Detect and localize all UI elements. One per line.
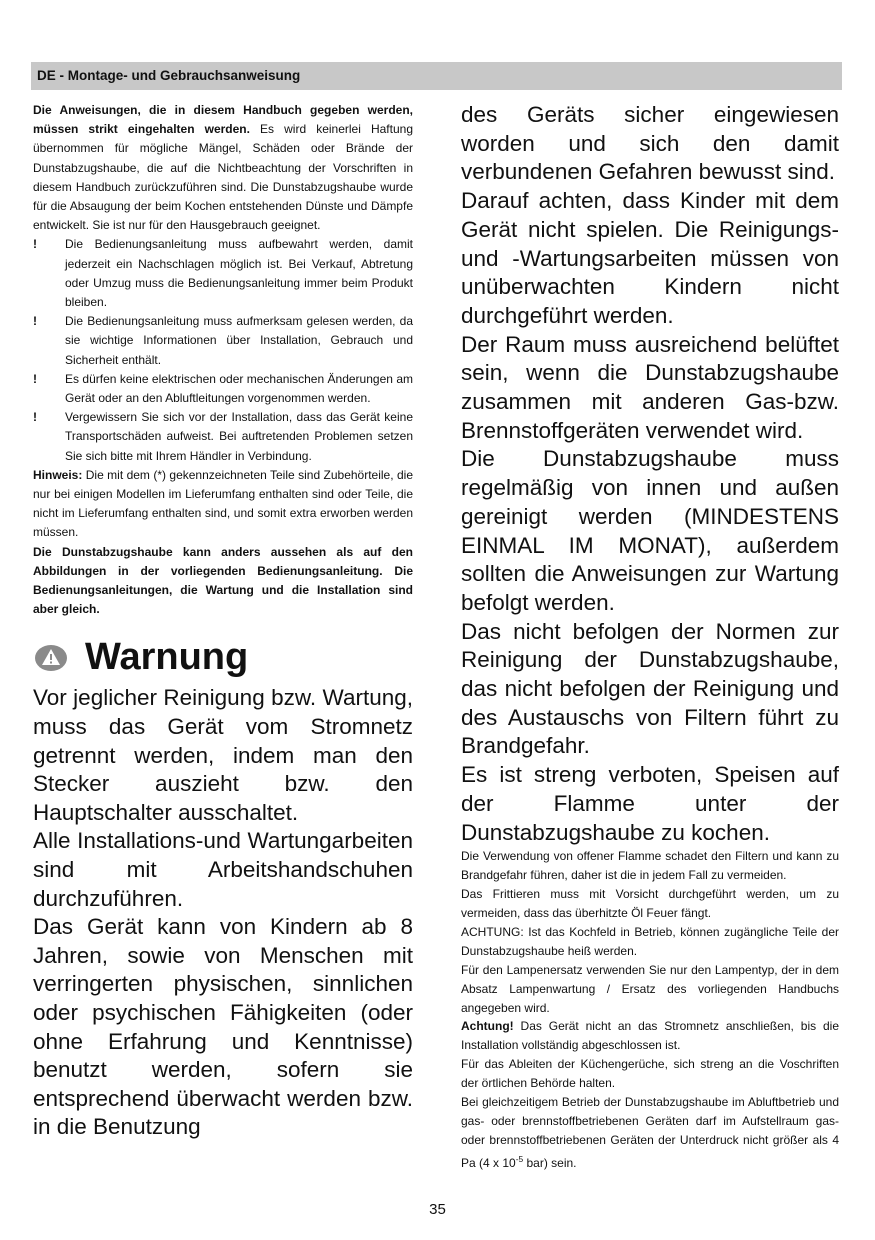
- pressure-paragraph: [461, 1093, 839, 1173]
- intro-bold-lead: Die Anweisungen, die in diesem Handbuch gegeben werden, müssen strikt eingehalten werden.: [33, 103, 413, 137]
- small-paragraph: Die Verwendung von offener Flamme schadet den Filtern und kann zu Brandgefahr führen, daher ist die in jedem Fall zu vermeiden.: [461, 849, 839, 883]
- warning-paragraph: Alle Installations-und Wartungarbeiten sind mit Arbeitshandschuhen durchzuführen.: [33, 828, 413, 911]
- list-item: [33, 370, 413, 408]
- warning-paragraph: des Geräts sicher eingewiesen worden und sich den damit verbundenen Gefahren bewusst sind.: [461, 102, 839, 185]
- warning-heading: [33, 636, 413, 684]
- warning-small-text: [461, 847, 839, 1172]
- warning-triangle-icon: [35, 644, 67, 672]
- page-number: 35: [429, 1201, 446, 1218]
- note-paragraph: [33, 466, 413, 543]
- left-column: [33, 101, 413, 1142]
- exclamation-mark: !: [33, 371, 37, 386]
- achtung-text: Das Gerät nicht an das Stromnetz anschließen, bis die Installation vollständig abgeschlossen ist.: [461, 1019, 839, 1053]
- exclamation-mark: !: [33, 410, 37, 425]
- note-bold-text: Die Dunstabzugshaube kann anders aussehen als auf den Abbildungen in der vorliegenden Bedienungsanleitung. Die Bedienungsanleitungen, die Wartung und die Installation sind aber gleich.: [33, 544, 413, 617]
- list-item: [33, 312, 413, 370]
- warning-left-text: [33, 684, 413, 1142]
- note-label: Hinweis:: [33, 467, 83, 482]
- list-item: [33, 235, 413, 312]
- small-paragraph: ACHTUNG: Ist das Kochfeld in Betrieb, können zugängliche Teile der Dunstabzugshaube heiß werden.: [461, 924, 839, 958]
- bullet-text: Vergewissern Sie sich vor der Installation, dass das Gerät keine Transportschäden aufweist. Bei auftretenden Problemen setzen Sie sich bitte mit Ihrem Händler in Verbindung.: [65, 410, 413, 463]
- intro-paragraph: [33, 101, 413, 235]
- warning-paragraph: Der Raum muss ausreichend belüftet sein, wenn die Dunstabzugshaube zusammen mit anderen Gas-bzw. Brennstoffgeräten verwendet wird.: [461, 331, 839, 443]
- right-column: [461, 101, 839, 1173]
- achtung-label: Achtung!: [461, 1019, 514, 1034]
- warning-right-text: [461, 101, 839, 847]
- pressure-tail: bar) sein.: [523, 1155, 577, 1170]
- exclamation-mark: !: [33, 314, 37, 329]
- bullet-text: Die Bedienungsanleitung muss aufbewahrt werden, damit jederzeit ein Nachschlagen möglich ist. Bei Verkauf, Abtretung oder Umzug muss die Bedienungsanleitung immer beim Produkt bleiben.: [65, 237, 413, 310]
- note-bold-statement: [33, 543, 413, 620]
- warning-paragraph: Die Dunstabzugshaube muss regelmäßig von innen und außen gereinigt werden (MINDESTENS EINMAL IM MONAT), außerdem sollten die Anweisungen zur Wartung befolgt werden.: [461, 446, 839, 615]
- bullet-text: Es dürfen keine elektrischen oder mechanischen Änderungen am Gerät oder an den Abluftleitungen vorgenommen werden.: [65, 371, 413, 406]
- pressure-exponent: -5: [515, 1153, 524, 1164]
- small-paragraph: Das Frittieren muss mit Vorsicht durchgeführt werden, um zu vermeiden, dass das überhitzte Öl Feuer fängt.: [461, 887, 839, 920]
- pressure-text: Bei gleichzeitigem Betrieb der Dunstabzugshaube im Abluftbetrieb und gas- oder brennstoffbetriebenen Geräten darf im Aufstellraum gas- oder brennstoffbetriebenen Geräten der Unterdruck nicht größer als 4 Pa (4 x 10: [461, 1095, 839, 1170]
- note-text: Die mit dem (*) gekennzeichneten Teile sind Zubehörteile, die nur bei einigen Modellen im Lieferumfang enthalten sind oder Teile, die nicht im Lieferumfang enthalten sind, und somit extra erworben werden müssen.: [33, 467, 413, 540]
- bullet-text: Die Bedienungsanleitung muss aufmerksam gelesen werden, da sie wichtige Informationen über Installation, Gebrauch und Sicherheit enthält.: [65, 314, 413, 367]
- warning-title: Warnung: [85, 636, 249, 679]
- warning-paragraph: Vor jeglicher Reinigung bzw. Wartung, muss das Gerät vom Stromnetz getrennt werden, indem man den Stecker auszieht bzw. den Hauptschalter ausschaltet.: [33, 685, 413, 825]
- small-paragraph: Für das Ableiten der Küchengerüche, sich streng an die Voschriften der örtlichen Behörde halten.: [461, 1057, 839, 1091]
- warning-paragraph: Das nicht befolgen der Normen zur Reinigung der Dunstabzugshaube, das nicht befolgen der Reinigung und des Austauschs von Filtern führt zu Brandgefahr.: [461, 618, 839, 759]
- warning-paragraph: Das Gerät kann von Kindern ab 8 Jahren, sowie von Menschen mit verringerten physischen, sinnlichen oder psychischen Fähigkeiten (oder ohne Erfahrung und Kenntnisse) benutzt werden, sofern sie entsprechend überwacht werden bzw. in die Benutzung: [33, 914, 413, 1140]
- intro-text: Es wird keinerlei Haftung übernommen für mögliche Mängel, Schäden oder Brände der Dunstabzugshaube, die auf die Nichtbeachtung der Vorschriften in diesem Handbuch zurückzuführen sind. Die Dunstabzugshaube wurde für die Absaugung der beim Kochen entstehenden Dünste und Dämpfe entwickelt. Sie ist nur für den Hausgebrauch geeignet.: [33, 122, 413, 233]
- achtung-paragraph: [461, 1017, 839, 1055]
- warning-paragraph: Es ist streng verboten, Speisen auf der Flamme unter der Dunstabzugshaube zu kochen.: [461, 762, 839, 845]
- small-paragraph: Für den Lampenersatz verwenden Sie nur den Lampentyp, der in dem Absatz Lampenwartung / Ersatz des vorliegenden Handbuchs angegeben wird.: [461, 962, 839, 1015]
- section-header: [31, 62, 842, 90]
- list-item: [33, 408, 413, 466]
- bullet-list: [33, 235, 413, 465]
- warning-paragraph: Darauf achten, dass Kinder mit dem Gerät nicht spielen. Die Reinigungs- und -Wartungsarbeiten müssen von unüberwachten Kindern nicht durchgeführt werden.: [461, 188, 839, 328]
- section-title: DE - Montage- und Gebrauchsanweisung: [37, 68, 301, 83]
- exclamation-mark: !: [33, 237, 37, 252]
